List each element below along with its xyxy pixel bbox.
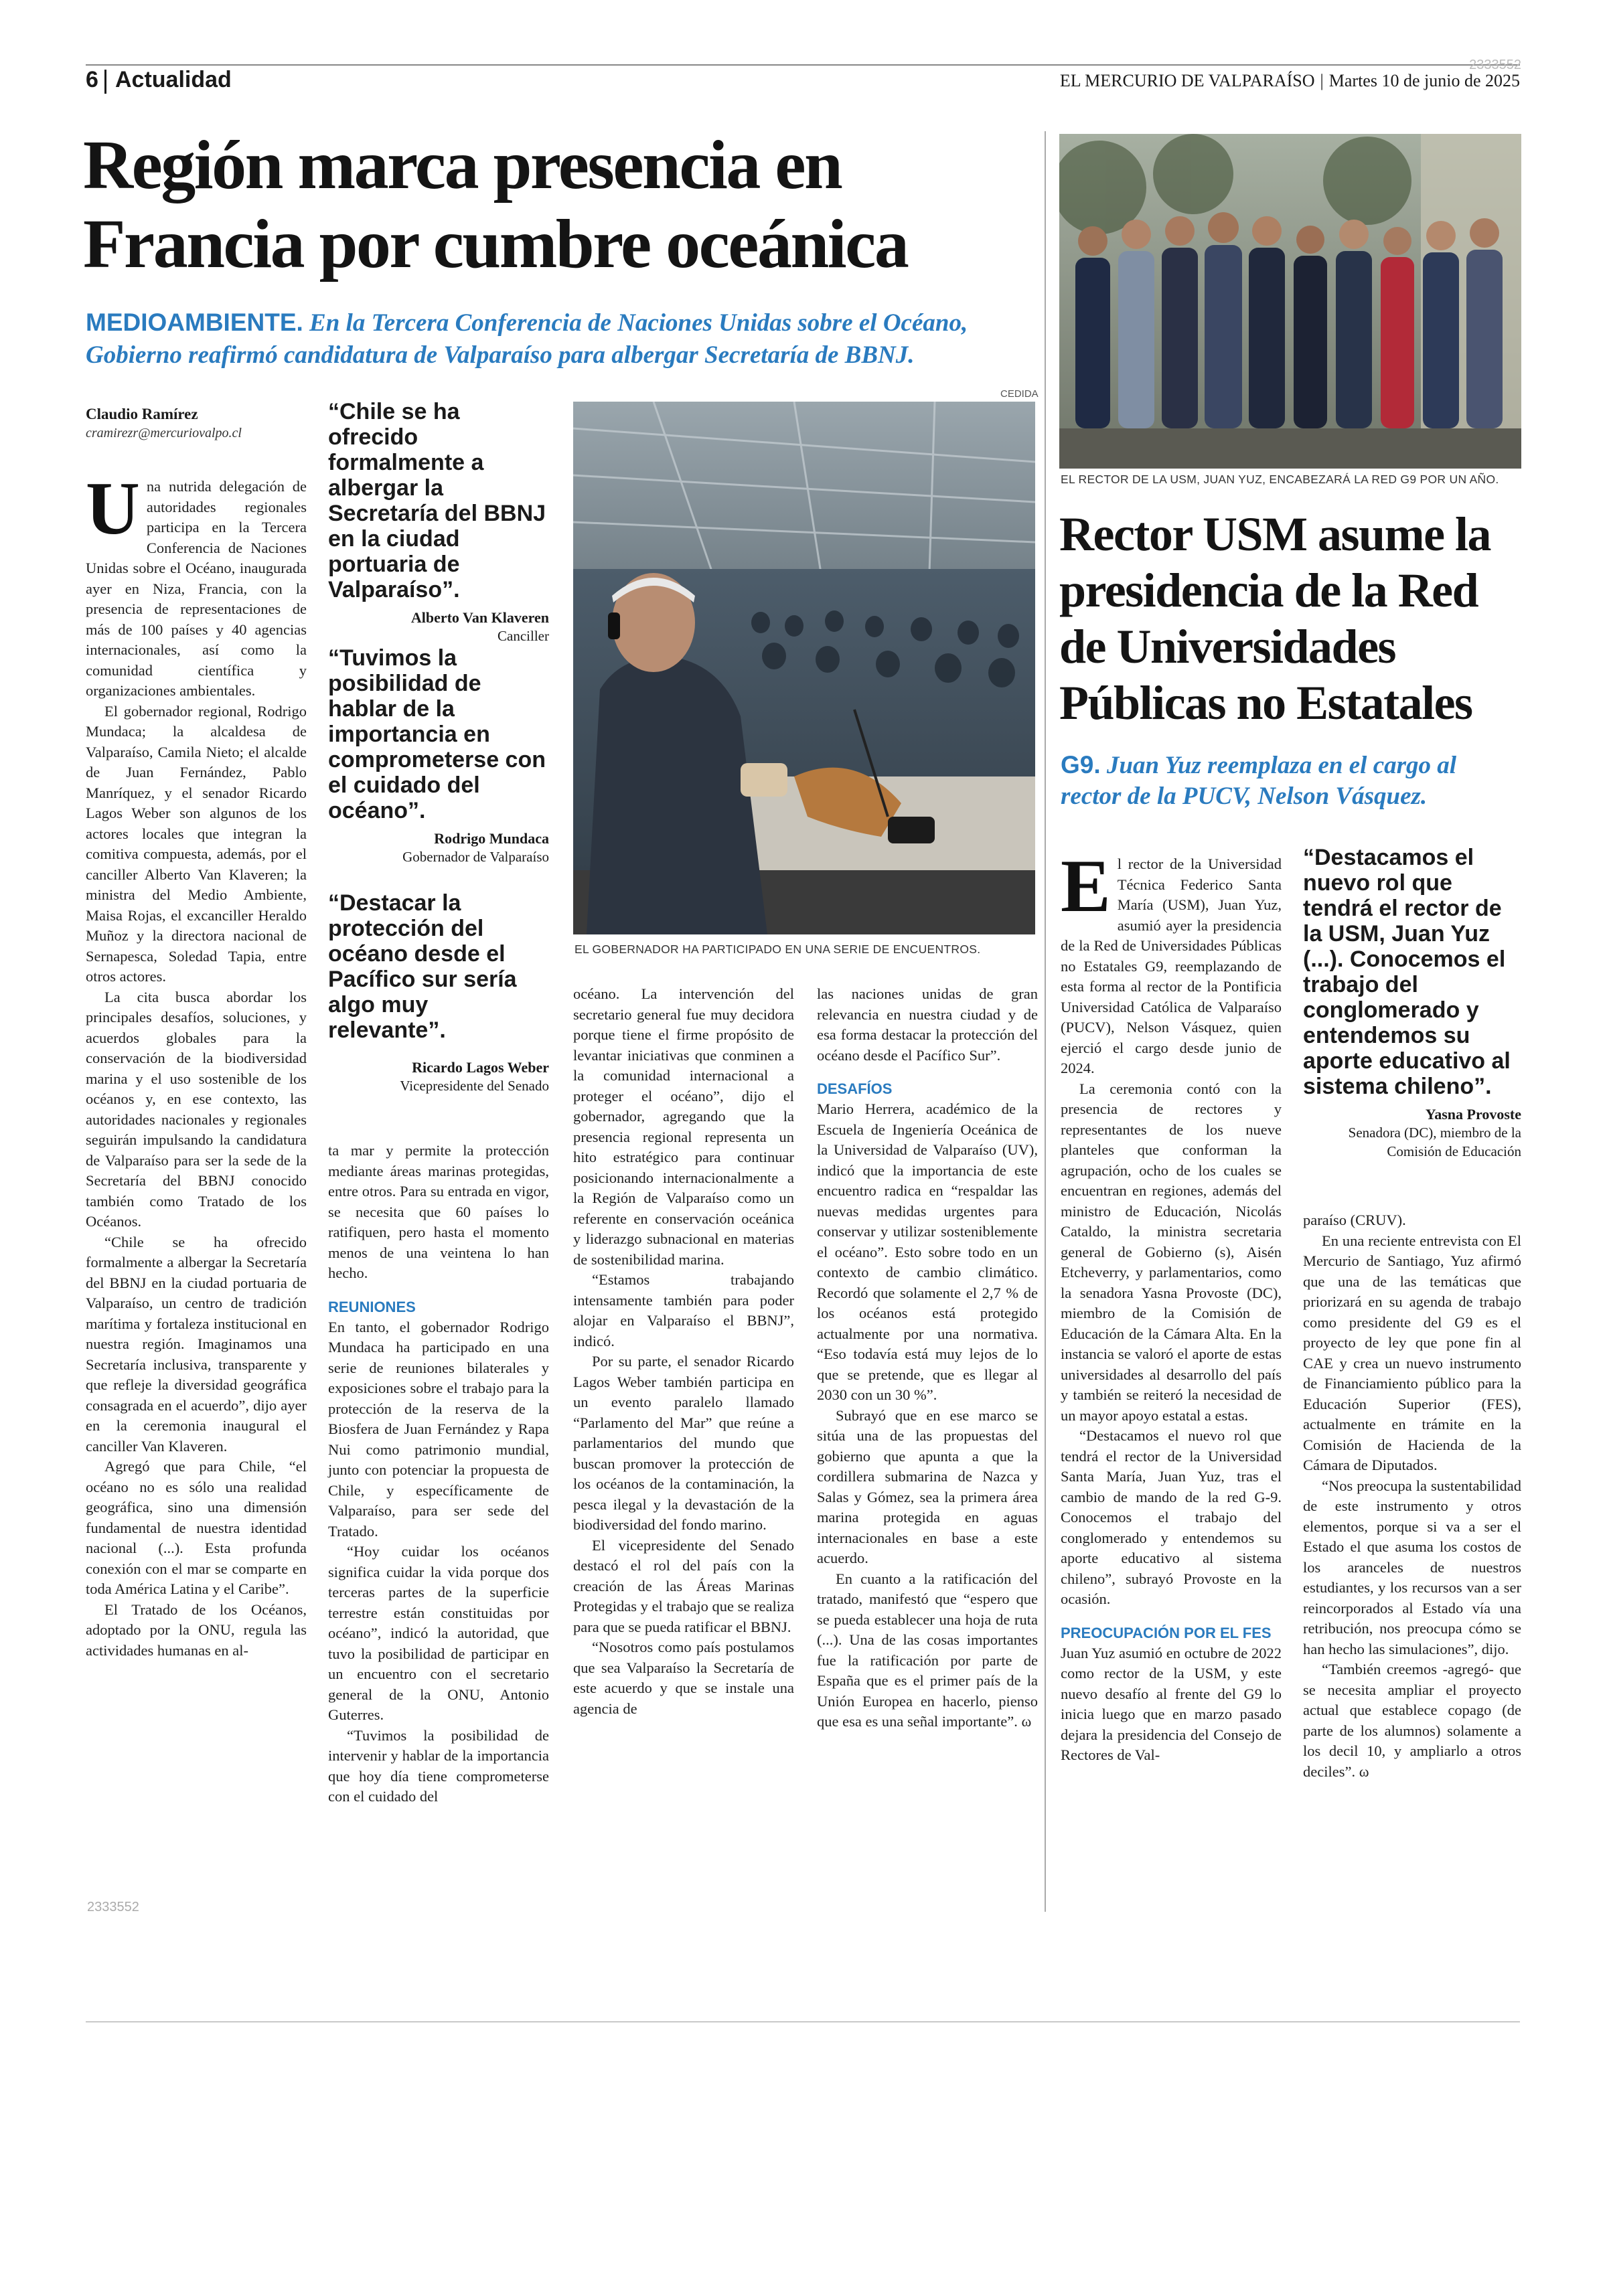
pull-quote-1-author: Alberto Van Klaveren bbox=[410, 609, 549, 626]
main-col4-p1: las naciones unidas de gran relevancia en nuestra ciudad y de esa forma destacar la protección del océano desde el Pacífico Sur”. bbox=[817, 985, 1038, 1064]
issue-date: Martes 10 de junio de 2025 bbox=[1328, 71, 1520, 90]
main-col1-p1: na nutrida delegación de autoridades regionales participa en la Tercera Conferencia de Naciones Unidas sobre el Océano, inaugurada ayer en Niza, Francia, con la presencia de representaciones de más de 100 países y 40 agencias internacionales, así como la comunidad científica y organizaciones ambientales. bbox=[86, 478, 307, 699]
side-pull-quote-role: Senadora (DC), miembro de la Comisión de Educación bbox=[1348, 1125, 1521, 1159]
conference-photo-graphic bbox=[573, 402, 1035, 934]
pull-quote-2-text: “Tuvimos la posibilidad de hablar de la importancia en comprometerse con el cuidado del océano”. bbox=[328, 645, 546, 823]
main-kicker: MEDIOAMBIENTE. bbox=[86, 309, 303, 336]
header-divider: | bbox=[1320, 71, 1324, 90]
pull-quote-3 bbox=[328, 890, 549, 1095]
main-col-4 bbox=[817, 984, 1038, 1732]
main-col2-p2: En tanto, el gobernador Rodrigo Mundaca ha participado en una serie de reuniones bilaterales y exposiciones sobre el trabajo para la protección de la reserva de la Biosfera de Juan Fernández y Rapa Nui como patrimonio mundial, junto con potenciar la propuesta de Chile, y específicamente de Valparaíso, para ser sede del Tratado. bbox=[328, 1318, 549, 1540]
main-col1-p6: El Tratado de los Océanos, adoptado por la ONU, regula las actividades humanas en al- bbox=[86, 1601, 307, 1659]
main-col3-p2: “Estamos trabajando intensamente también para poder alojar en Valparaíso el BBNJ”, indicó. bbox=[573, 1271, 794, 1349]
pull-quote-2-author: Rodrigo Mundaca bbox=[434, 830, 549, 847]
main-col1-p4: “Chile se ha ofrecido formalmente a albergar la Secretaría del BBNJ en la ciudad portuaria de Valparaíso, un centro de tradición marítima y fortaleza institucional en nuestra región. Imaginamos una Secretaría inclusiva, transparente y que refleje la diversidad geográfica consagrada en el acuerdo”, dijo ayer en la ceremonia inaugural el canciller Van Klaveren. bbox=[86, 1233, 307, 1455]
main-col3-p4: El vicepresidente del Senado destacó el rol del país con la creación de las Áreas Marinas Protegidas y el trabajo que se realiza para que se pueda ratificar el BBNJ. bbox=[573, 1536, 794, 1635]
side-photo-caption: EL RECTOR DE LA USM, JUAN YUZ, ENCABEZARÁ LA RED G9 POR UN AÑO. bbox=[1061, 473, 1499, 486]
main-col4-p4: En cuanto a la ratificación del tratado, manifestó que “espero que se pueda establecer una hoja de ruta (...). Una de las cosas importantes fue la ratificación por parte de España que es el primer país de la Unión Europea en hacerlo, pienso que esa es una señal importante”. ω bbox=[817, 1570, 1038, 1730]
main-col2-p1: ta mar y permite la protección mediante áreas marinas protegidas, entre otros. Para su entrada en vigor, se necesita que 60 países lo ratifiquen, pero hasta el momento menos de una veintena lo han hecho. bbox=[328, 1142, 549, 1281]
pull-quote-3-author: Ricardo Lagos Weber bbox=[412, 1059, 549, 1076]
pull-quote-2-role: Gobernador de Valparaíso bbox=[402, 849, 549, 865]
main-col1-p3: La cita busca abordar los principales desafíos, soluciones, y acuerdos globales para la conservación de la biodiversidad marina y el uso sostenible de los océanos y, en ese contexto, las autoridades nacionales y regionales seguirán impulsando la candidatura de Valparaíso para ser la sede de la Secretaría del BBNJ conocido también como Tratado de los Océanos. bbox=[86, 988, 307, 1230]
main-col1-p2: El gobernador regional, Rodrigo Mundaca; la alcaldesa de Valparaíso, Camila Nieto; el alcalde de Juan Fernández, Pablo Manríquez, y el senador Ricardo Lagos Weber son algunos de los actores locales que integran la comitiva compuesta, además, por el canciller Alberto Van Klaveren; la ministra del Medio Ambiente, Maisa Rojas, el excanciller Heraldo Muñoz y la directora nacional de Sernapesca, Soledad Tapia, entre otros actores. bbox=[86, 702, 307, 985]
side-col1-p1: l rector de la Universidad Técnica Federico Santa María (USM), Juan Yuz, asumió ayer la presidencia de la Red de Universidades Públicas no Estatales G9, reemplazando de esta forma al rector de la Pontificia Universidad Católica de Valparaíso (PUCV), Nelson Vásquez, quien ejerció el cargo desde junio de 2024. bbox=[1061, 855, 1282, 1076]
side-col2-p2: En una reciente entrevista con El Mercurio de Santiago, Yuz afirmó que una de las temáticas que priorizará en su agenda de trabajo como presidente del G9 es el proyecto de ley que pone fin al CAE y crea un nuevo instrumento de Financiamiento público para la Educación Superior (FES), actualmente en trámite en la Comisión de Hacienda de la Cámara de Diputados. bbox=[1303, 1232, 1521, 1473]
page-number: 6 bbox=[86, 67, 98, 92]
side-pull-quote-text: “Destacamos el nuevo rol que tendrá el rector de la USM, Juan Yuz (...). Conocemos el trabajo del conglomerado y entendemos su aporte educativo al sistema chileno”. bbox=[1303, 845, 1511, 1099]
side-col2-p3: “Nos preocupa la sustentabilidad de este instrumento y otros elementos, porque si va a ser el Estado el que asuma los costos de los aranceles de nuestros estudiantes, y los recursos van a ser reincorporados al Estado vía una retribución, nos preocupa cómo se han hecho las simulaciones”, dijo. bbox=[1303, 1477, 1521, 1657]
main-col3-p5: “Nosotros como país postulamos que sea Valparaíso la Secretaría de este acuerdo y que se instale una agencia de bbox=[573, 1639, 794, 1717]
rectors-photo-graphic bbox=[1059, 134, 1521, 469]
side-col1-p2: La ceremonia contó con la presencia de rectores y representantes de los nueve planteles que conforman la agrupación, ocho de los cuales se encuentran en regiones, además del ministro de Educación, Nicolás Cataldo, la ministra secretaria general de Gobierno (s), Aisén Etcheverry, y parlamentarios, como la senadora Yasna Provoste (DC), miembro de la Comisión de Educación de la Cámara Alta. En la instancia se valoró el aporte de estas universidades al desarrollo del país y también se reiteró la necesidad de un mayor apoyo estatal a estas. bbox=[1061, 1080, 1282, 1424]
side-col-1 bbox=[1061, 845, 1282, 1766]
page-code-bottom: 2333552 bbox=[87, 1900, 139, 1914]
main-col3-p1: océano. La intervención del secretario general fue muy decidora porque tiene el firme propósito de levantar iniciativas que conminen a la comunidad internacional a proteger el océano”, dijo el gobernador, agregando que la presencia regional representa un hito estratégico para continuar posicionando internacionalmente a la Región de Valparaíso como un referente en conservación oceánica y liderazgo subnacional en materias de sostenibilidad marina. bbox=[573, 985, 794, 1268]
section-name: Actualidad bbox=[115, 67, 232, 92]
side-col1-p4: Juan Yuz asumió en octubre de 2022 como rector de la USM, y este nuevo desafío al frente del G9 lo inicia luego que en marzo pasado dejara la presidencia del Consejo de Rectores de Val- bbox=[1061, 1644, 1282, 1763]
side-dropcap: E bbox=[1061, 845, 1111, 928]
side-col-2 bbox=[1303, 1210, 1521, 1782]
side-deck-text: Juan Yuz reemplaza en el cargo al rector de la PUCV, Nelson Vásquez. bbox=[1061, 752, 1457, 810]
header-right bbox=[1060, 71, 1520, 91]
main-deck-text: En la Tercera Conferencia de Naciones Unidas sobre el Océano, Gobierno reafirmó candidatura de Valparaíso para albergar Secretaría de BBNJ. bbox=[86, 309, 968, 369]
paper-name: EL MERCURIO DE VALPARAÍSO bbox=[1059, 71, 1315, 90]
rectors-photo bbox=[1059, 134, 1521, 469]
section-divider bbox=[1045, 131, 1046, 1912]
subhead-desafios: DESAFÍOS bbox=[817, 1080, 893, 1097]
main-col3-p3: Por su parte, el senador Ricardo Lagos Weber también participa en un evento paralelo llamado “Parlamento del Mar” que reúne a parlamentarios del mundo que buscan promover la protección de los océanos de la contaminación, la pesca ilegal y la devastación de la biodiversidad del fondo marino. bbox=[573, 1353, 794, 1533]
main-col4-p3: Subrayó que en ese marco se sitúa una de las propuestas del gobierno que apunta a que la cordillera submarina de Nazca y Salas y Gómez, sea la primera área marina protegida en aguas internacionales en base a este acuerdo. bbox=[817, 1406, 1038, 1566]
main-col-1 bbox=[86, 467, 307, 1661]
pull-quote-1 bbox=[328, 399, 549, 645]
main-col-2 bbox=[328, 1141, 549, 1807]
page-code-top: 2333552 bbox=[1469, 58, 1521, 72]
main-col-3 bbox=[573, 984, 794, 1719]
main-dropcap: U bbox=[86, 467, 140, 550]
header-separator bbox=[104, 70, 106, 94]
side-end-mark: ω bbox=[1355, 1762, 1369, 1780]
main-col1-p5: Agregó que para Chile, “el océano no es sólo una realidad geográfica, sino una dimensión fundamental de nuestra identidad nacional (...). Esta profunda conexión con el mar se comparte en toda América Latina y el Caribe”. bbox=[86, 1458, 307, 1597]
side-col2-p4: “También creemos -agregó- que se necesita ampliar el proyecto actual que establece copago (de parte de los alumnos) solamente a los decil 10, y ampliarlo a otros deciles”. ω bbox=[1303, 1661, 1521, 1780]
main-col2-p3: “Hoy cuidar los océanos significa cuidar la vida porque dos terceras partes de la superficie terrestre están constituidas por océano”, indicó la autoridad, que tuvo la posibilidad de participar en un encuentro con el secretario general de la ONU, Antonio Guterres. bbox=[328, 1543, 549, 1723]
pull-quote-2 bbox=[328, 645, 549, 866]
side-col1-p3: “Destacamos el nuevo rol que tendrá el rector de la Universidad Santa María, Juan Yuz, tras el cambio de mando de la red G-9. Conocemos el trabajo del conglomerado y entendemos su aporte educativo al sistema chileno”, subrayó Provoste en la ocasión. bbox=[1061, 1427, 1282, 1607]
pull-quote-1-role: Canciller bbox=[498, 628, 549, 644]
main-col2-p4: “Tuvimos la posibilidad de intervenir y hablar de la importancia que hoy día tiene comprometerse con el cuidado del bbox=[328, 1726, 549, 1805]
photo-credit: CEDIDA bbox=[1000, 388, 1039, 400]
top-rule bbox=[86, 64, 1520, 66]
side-kicker: G9. bbox=[1061, 751, 1101, 778]
main-end-mark: ω bbox=[1017, 1713, 1032, 1730]
main-headline: Región marca presencia en Francia por cumbre oceánica bbox=[83, 127, 908, 282]
pull-quote-1-text: “Chile se ha ofrecido formalmente a albergar la Secretaría del BBNJ en la ciudad portuaria de Valparaíso”. bbox=[328, 399, 546, 602]
main-photo-caption: EL GOBERNADOR HA PARTICIPADO EN UNA SERIE DE ENCUENTROS. bbox=[575, 942, 981, 956]
side-deck bbox=[1061, 750, 1523, 812]
side-col2-p1: paraíso (CRUV). bbox=[1303, 1212, 1406, 1228]
main-col4-p2: Mario Herrera, académico de la Escuela de Ingeniería Oceánica de la Universidad de Valparaíso (UV), indicó que la importancia de este encuentro radica en “respaldar las nuevas medidas urgentes para conservar y utilizar sosteniblemente el océano”. Esto sobre todo en un contexto de cambio climático. Recordó que solamente el 2,7 % de los océanos está protegido actualmente por una normativa. “Eso todavía está muy lejos de lo que se pretende, que es llegar al 2030 con un 30 %”. bbox=[817, 1100, 1038, 1403]
byline bbox=[86, 406, 307, 441]
pull-quote-3-text: “Destacar la protección del océano desde el Pacífico sur sería algo muy relevante”. bbox=[328, 890, 517, 1043]
conference-photo bbox=[573, 402, 1035, 934]
side-headline: Rector USM asume la presidencia de la Red de Universidades Públicas no Estatales bbox=[1059, 507, 1491, 730]
subhead-fes: PREOCUPACIÓN POR EL FES bbox=[1061, 1624, 1272, 1641]
side-pull-quote bbox=[1303, 845, 1521, 1161]
subhead-reuniones: REUNIONES bbox=[328, 1298, 416, 1315]
author-name: Claudio Ramírez bbox=[86, 406, 198, 422]
main-deck bbox=[86, 307, 1050, 372]
author-email: cramirezr@mercuriovalpo.cl bbox=[86, 426, 242, 440]
pull-quote-3-role: Vicepresidente del Senado bbox=[400, 1078, 549, 1094]
side-pull-quote-author: Yasna Provoste bbox=[1425, 1106, 1521, 1123]
